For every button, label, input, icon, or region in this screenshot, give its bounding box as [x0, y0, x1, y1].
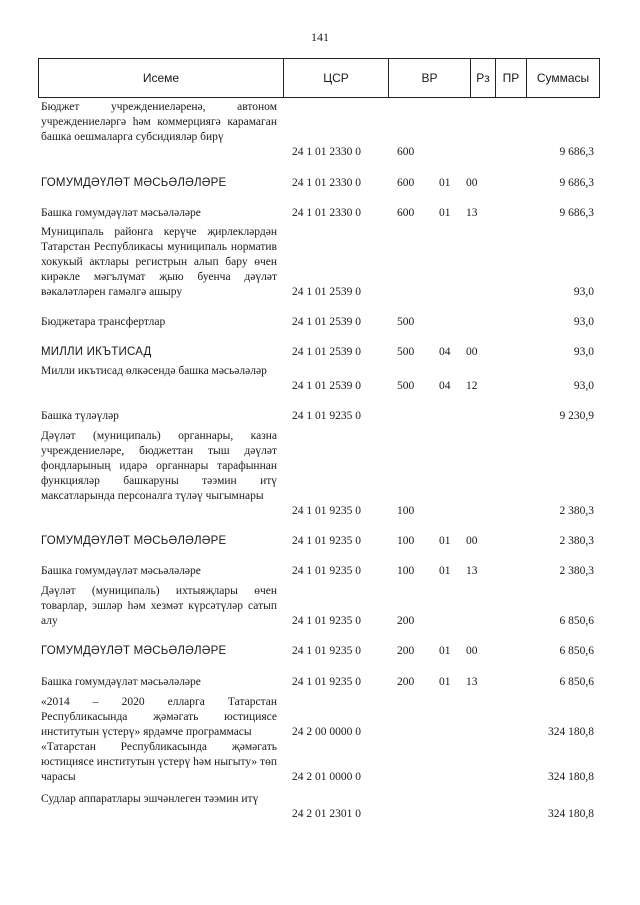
header-rz: Рз	[471, 59, 496, 97]
row-pr: 13	[466, 207, 478, 219]
row-name: Бюджетара трансфертлар	[41, 316, 166, 328]
row-name: Милли икътисад өлкәсендә башка мәсьәләләр	[41, 365, 267, 377]
row-name: Башка гомумдәүләт мәсьәләләре	[41, 207, 201, 219]
row-vr: 100	[397, 565, 415, 577]
row-sum: 6 850,6	[559, 676, 594, 688]
row-sum: 9 686,3	[559, 177, 594, 189]
header-pr: ПР	[496, 59, 527, 97]
row-name: Дәүләт (муниципаль) ихтыяҗлары өчен товарлар, эшләр һәм хезмәт күрсәтүләр сатып алу	[41, 585, 277, 627]
row-csr: 24 1 01 2539 0	[292, 380, 361, 392]
row-csr: 24 1 01 9235 0	[292, 645, 361, 657]
row-name: Муниципаль районга керүче җирлекләрдән Татарстан Республикасы муниципаль норматив хокукый актлары регистрын алып бару өчен кирәкле мәгълүмат җыю буенча дәүләт вәкаләтләрен гамәлгә ашыру	[41, 226, 277, 298]
row-sum: 2 380,3	[559, 535, 594, 547]
row-pr: 00	[466, 645, 478, 657]
row-rz: 04	[439, 346, 451, 358]
row-sum: 6 850,6	[559, 615, 594, 627]
row-sum: 9 686,3	[559, 207, 594, 219]
row-csr: 24 1 01 9235 0	[292, 535, 361, 547]
row-sum: 6 850,6	[559, 645, 594, 657]
row-csr: 24 1 01 2539 0	[292, 316, 361, 328]
row-csr: 24 1 01 9235 0	[292, 505, 361, 517]
row-csr: 24 2 01 2301 0	[292, 808, 361, 820]
row-sum: 324 180,8	[548, 771, 594, 783]
row-rz: 01	[439, 676, 451, 688]
row-csr: 24 1 01 2539 0	[292, 346, 361, 358]
row-csr: 24 1 01 2330 0	[292, 146, 361, 158]
row-name: Башка түләүләр	[41, 410, 119, 422]
row-sum: 9 686,3	[559, 146, 594, 158]
row-sum: 93,0	[573, 316, 594, 328]
row-name: Бюджет учреждениеләренә, автоном учреждениеләргә һәм коммерциягә карамаган башка оешмаларга субсидияләр бирү	[41, 101, 277, 143]
header-name: Исеме	[39, 59, 284, 97]
row-name: Башка гомумдәүләт мәсьәләләре	[41, 676, 201, 688]
row-vr: 200	[397, 615, 415, 627]
row-vr: 600	[397, 146, 415, 158]
header-csr: ЦСР	[284, 59, 389, 97]
row-rz: 01	[439, 207, 451, 219]
row-pr: 00	[466, 177, 478, 189]
row-sum: 2 380,3	[559, 565, 594, 577]
header-vr: ВР	[389, 59, 471, 97]
row-csr: 24 2 01 0000 0	[292, 771, 361, 783]
row-pr: 12	[466, 380, 478, 392]
row-rz: 01	[439, 177, 451, 189]
row-vr: 500	[397, 346, 415, 358]
row-pr: 00	[466, 535, 478, 547]
row-sum: 324 180,8	[548, 726, 594, 738]
row-vr: 200	[397, 676, 415, 688]
row-sum: 93,0	[573, 346, 594, 358]
row-vr: 100	[397, 505, 415, 517]
row-pr: 13	[466, 676, 478, 688]
row-sum: 93,0	[573, 286, 594, 298]
page-number: 141	[311, 30, 329, 44]
row-rz: 04	[439, 380, 451, 392]
row-csr: 24 1 01 9235 0	[292, 615, 361, 627]
row-pr: 13	[466, 565, 478, 577]
row-rz: 01	[439, 565, 451, 577]
row-name: ГОМУМДӘҮЛӘТ МӘСЬӘЛӘЛӘРЕ	[41, 535, 227, 547]
row-csr: 24 1 01 2539 0	[292, 286, 361, 298]
row-name: ГОМУМДӘҮЛӘТ МӘСЬӘЛӘЛӘРЕ	[41, 645, 227, 657]
row-csr: 24 1 01 9235 0	[292, 676, 361, 688]
header-sum: Суммасы	[536, 71, 590, 85]
row-name: Башка гомумдәүләт мәсьәләләре	[41, 565, 201, 577]
row-csr: 24 1 01 2330 0	[292, 207, 361, 219]
row-csr: 24 1 01 9235 0	[292, 565, 361, 577]
row-rz: 01	[439, 535, 451, 547]
table-header	[38, 58, 600, 98]
row-name: Судлар аппаратлары эшчәнлеген тәэмин итү	[41, 793, 259, 805]
row-vr: 200	[397, 645, 415, 657]
row-name: «2014 – 2020 елларга Татарстан Республикасында җәмәгать юстициясе институтын үстерү» ярдәмче программасы	[41, 696, 277, 738]
row-csr: 24 2 00 0000 0	[292, 726, 361, 738]
row-vr: 100	[397, 535, 415, 547]
row-csr: 24 1 01 9235 0	[292, 410, 361, 422]
row-name: МИЛЛИ ИКЪТИСАД	[41, 346, 152, 358]
row-pr: 00	[466, 346, 478, 358]
row-csr: 24 1 01 2330 0	[292, 177, 361, 189]
row-name: Дәүләт (муниципаль) органнары, казна учреждениеләре, бюджеттан тыш дәүләт фондларының идарә органнары тарафыннан функцияләр башкаруны тәэмин итү максатларында персоналга түләү чыгымнары	[41, 430, 277, 502]
row-vr: 600	[397, 177, 415, 189]
row-sum: 93,0	[573, 380, 594, 392]
row-sum: 9 230,9	[559, 410, 594, 422]
row-vr: 500	[397, 380, 415, 392]
row-name: «Татарстан Республикасында җәмәгать юстициясе институтын үстерү һәм ныгыту» төп чарасы	[41, 741, 277, 783]
row-name: ГОМУМДӘҮЛӘТ МӘСЬӘЛӘЛӘРЕ	[41, 177, 227, 189]
row-vr: 600	[397, 207, 415, 219]
row-sum: 2 380,3	[559, 505, 594, 517]
row-sum: 324 180,8	[548, 808, 594, 820]
row-rz: 01	[439, 645, 451, 657]
row-vr: 500	[397, 316, 415, 328]
